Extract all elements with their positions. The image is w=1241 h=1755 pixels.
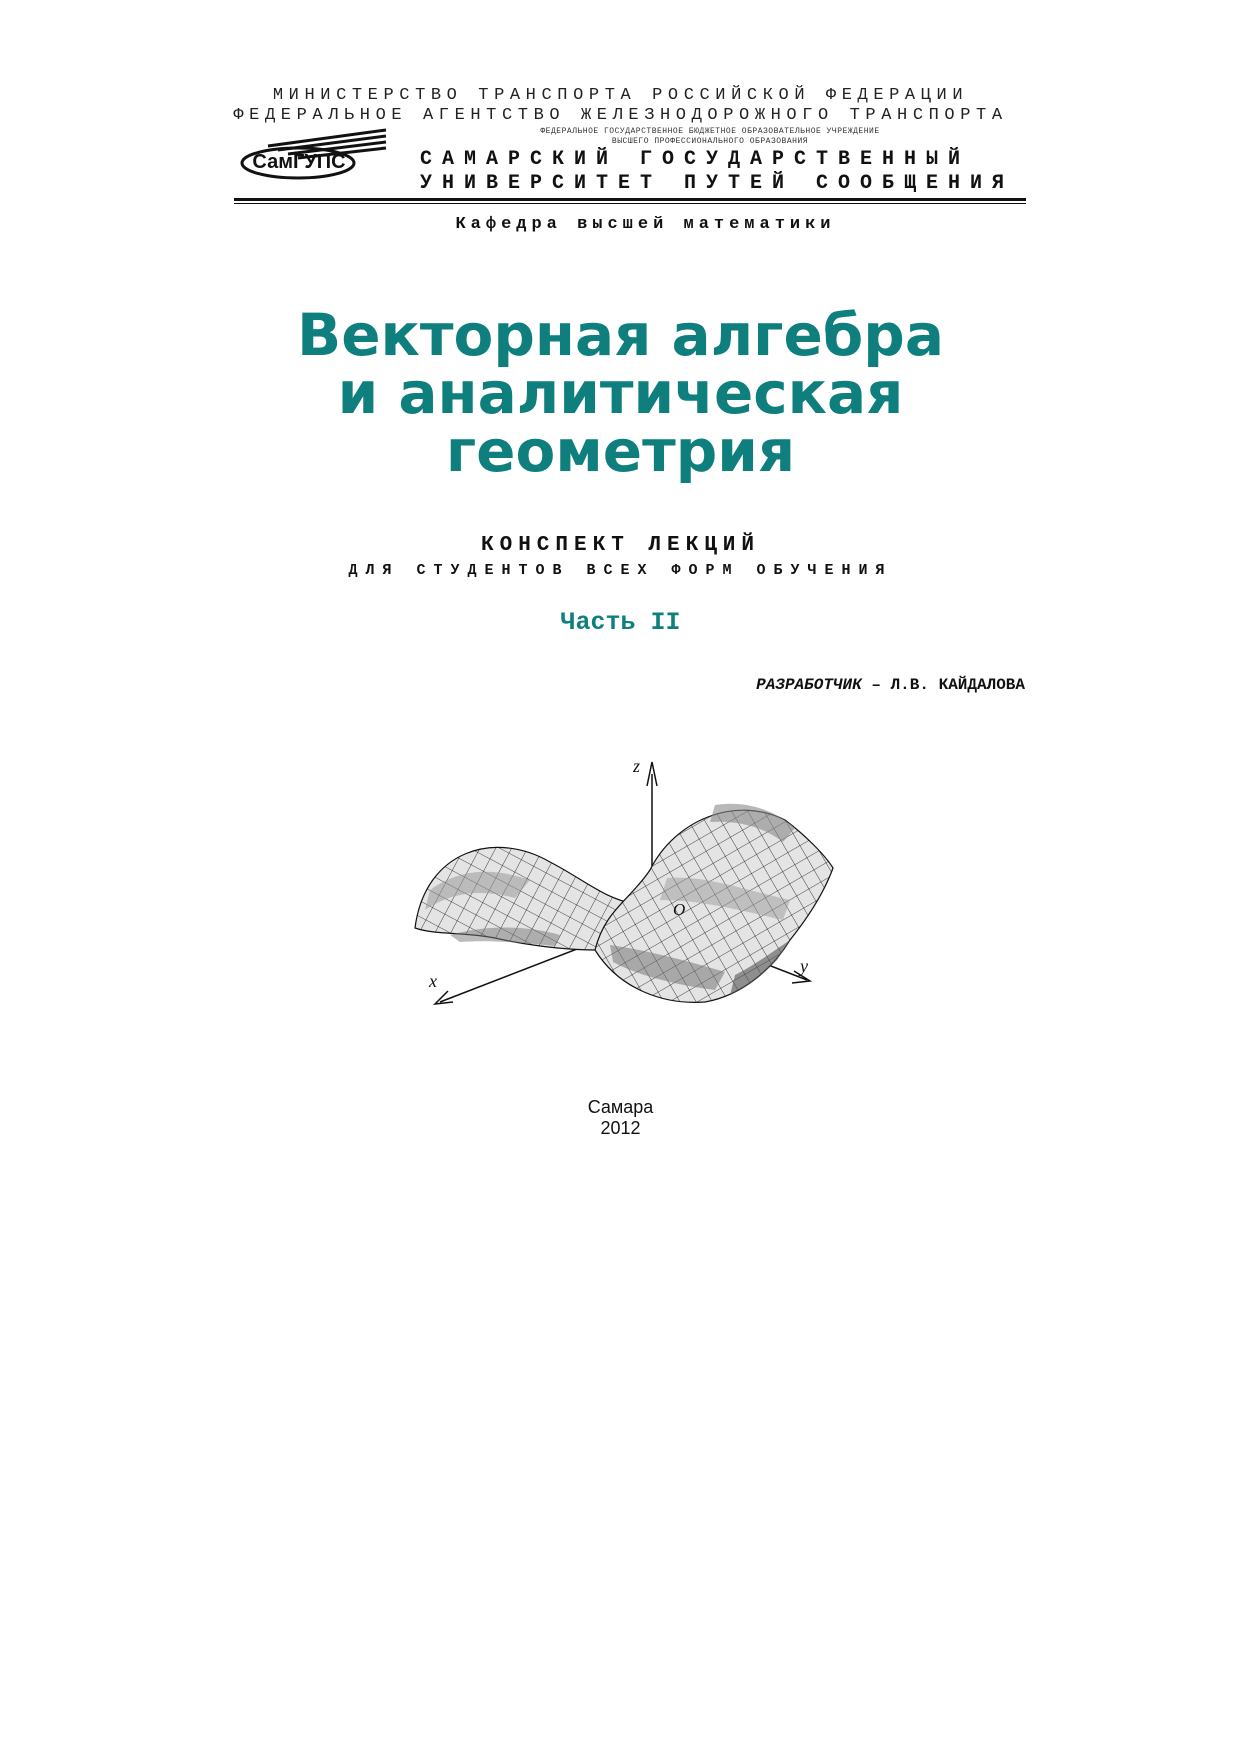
- university-line-1: САМАРСКИЙ ГОСУДАРСТВЕННЫЙ: [420, 148, 971, 171]
- ministry-line-2: ФЕДЕРАЛЬНОЕ АГЕНТСТВО ЖЕЛЕЗНОДОРОЖНОГО ТРАНСПОРТА: [233, 106, 1008, 125]
- author-name: Л.В. КАЙДАЛОВА: [890, 676, 1025, 694]
- header-rule-thick: [234, 198, 1026, 201]
- saddle-surface-figure: [405, 750, 855, 1020]
- logo-text: СамГУПС: [252, 151, 346, 173]
- y-axis-label: y: [800, 956, 808, 976]
- author-role: РАЗРАБОТЧИК: [756, 676, 862, 694]
- title-line-1: Векторная алгебра: [297, 301, 944, 369]
- department: Кафедра высшей математики: [455, 215, 836, 234]
- z-axis-label: z: [633, 756, 641, 776]
- samgups-logo: [238, 126, 390, 182]
- title-line-3: геометрия: [445, 417, 796, 485]
- institution-type-line-1: ФЕДЕРАЛЬНОЕ ГОСУДАРСТВЕННОЕ БЮДЖЕТНОЕ ОБРАЗОВАТЕЛЬНОЕ УЧРЕЖДЕНИЕ: [540, 127, 880, 136]
- x-axis-label: x: [429, 971, 437, 991]
- audience: ДЛЯ СТУДЕНТОВ ВСЕХ ФОРМ ОБУЧЕНИЯ: [348, 562, 893, 579]
- header-rule-thin: [234, 203, 1026, 204]
- part-number: Часть II: [560, 608, 681, 637]
- origin-label: O: [673, 900, 686, 919]
- ministry-line-1: МИНИСТЕРСТВО ТРАНСПОРТА РОССИЙСКОЙ ФЕДЕРАЦИИ: [272, 86, 969, 105]
- title-line-2: и аналитическая: [337, 359, 904, 427]
- author-dash: –: [861, 676, 891, 694]
- document-type: КОНСПЕКТ ЛЕКЦИЙ: [480, 534, 761, 557]
- author-line: [756, 676, 1025, 694]
- university-line-2: УНИВЕРСИТЕТ ПУТЕЙ СООБЩЕНИЯ: [420, 172, 1015, 195]
- year: 2012: [600, 1118, 641, 1138]
- city: Самара: [587, 1097, 654, 1117]
- institution-type-line-2: ВЫСШЕГО ПРОФЕССИОНАЛЬНОГО ОБРАЗОВАНИЯ: [611, 137, 809, 146]
